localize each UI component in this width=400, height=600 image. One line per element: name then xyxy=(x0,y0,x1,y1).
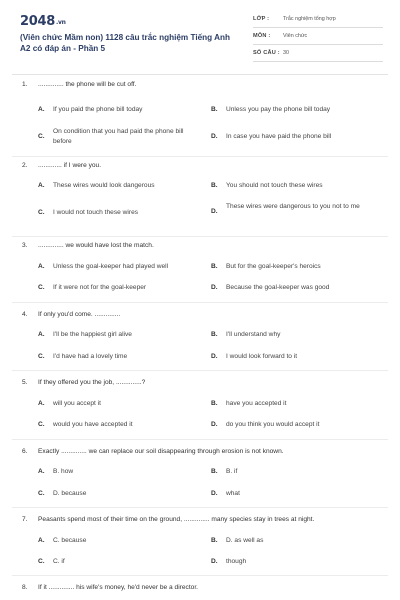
meta-count-row xyxy=(253,48,383,62)
question-stem xyxy=(22,516,382,523)
question-text: Exactly .............. we can replace our soil disappearing through erosion is not known. xyxy=(38,448,284,455)
question-stem xyxy=(22,242,382,249)
option-text: B. if xyxy=(226,468,238,475)
option-text: Unless you pay the phone bill today xyxy=(226,106,331,113)
meta-label: MÔN : xyxy=(253,33,271,39)
option-text: Because the goal-keeper was good xyxy=(226,284,330,291)
option-letter: C. xyxy=(38,421,45,428)
option-letter: B. xyxy=(211,468,218,475)
question-divider xyxy=(12,156,388,157)
option-letter: C. xyxy=(38,353,45,360)
header-divider xyxy=(12,74,388,75)
option-text: But for the goal-keeper's heroics xyxy=(226,263,321,270)
option-letter: A. xyxy=(38,106,45,113)
question-divider xyxy=(12,507,388,508)
option-letter: C. xyxy=(38,490,45,497)
option-text: In case you have paid the phone bill xyxy=(226,133,332,140)
option-text: do you think you would accept it xyxy=(226,421,320,428)
question-number: 4. xyxy=(22,311,28,318)
question-list xyxy=(0,76,400,600)
meta-label: LỚP : xyxy=(253,16,270,22)
option-letter: B. xyxy=(211,106,218,113)
question-stem xyxy=(22,311,382,318)
question-number: 7. xyxy=(22,516,28,523)
option-text: I'll be the happiest girl alive xyxy=(53,331,132,338)
question-number: 3. xyxy=(22,242,28,249)
question-stem xyxy=(22,448,382,455)
document-header xyxy=(0,0,400,74)
question-text: Peasants spend most of their time on the ground, .............. many species stay in trees at night. xyxy=(38,516,315,523)
option-text: If you paid the phone bill today xyxy=(53,106,143,113)
question-stem xyxy=(22,584,382,591)
option-text: D. because xyxy=(53,490,87,497)
option-text: You should not touch these wires xyxy=(226,182,323,189)
option-letter: B. xyxy=(211,331,218,338)
question-divider xyxy=(12,370,388,371)
question-stem xyxy=(22,162,382,169)
option-letter: D. xyxy=(211,133,218,140)
option-letter: D. xyxy=(211,353,218,360)
question-number: 8. xyxy=(22,584,28,591)
option-text: what xyxy=(226,490,240,497)
meta-class-row xyxy=(253,14,383,28)
question-text: .............. the phone will be cut off. xyxy=(38,81,137,88)
question-number: 1. xyxy=(22,81,28,88)
question-stem xyxy=(22,379,382,386)
question-divider xyxy=(12,236,388,237)
option-text: B. how xyxy=(53,468,74,475)
option-letter: A. xyxy=(38,537,45,544)
option-letter: D. xyxy=(211,558,218,565)
document-title: (Viên chức Mầm non) 1128 câu trắc nghiệm Tiếng Anh A2 có đáp án - Phần 5 xyxy=(20,33,231,53)
option-letter: A. xyxy=(38,182,45,189)
meta-label: SỐ CÂU : xyxy=(253,50,280,56)
option-text: have you accepted it xyxy=(226,400,287,407)
option-letter: A. xyxy=(38,400,45,407)
meta-subject-row xyxy=(253,31,383,45)
option-text: I would look forward to it xyxy=(226,353,298,360)
option-letter: C. xyxy=(38,284,45,291)
option-text: I would not touch these wires xyxy=(53,209,139,216)
question-stem xyxy=(22,81,382,88)
question-number: 2. xyxy=(22,162,28,169)
meta-value: 30 xyxy=(283,50,289,56)
option-text: will you accept it xyxy=(53,400,102,407)
question-divider xyxy=(12,575,388,576)
option-text: Unless the goal-keeper had played well xyxy=(53,263,169,270)
option-letter: D. xyxy=(211,208,218,215)
option-text: These wires would look dangerous xyxy=(53,182,155,189)
question-divider xyxy=(12,302,388,303)
question-number: 5. xyxy=(22,379,28,386)
option-letter: A. xyxy=(38,468,45,475)
question-text: If it .............. his wife's money, he'd never be a director. xyxy=(38,584,198,591)
option-letter: D. xyxy=(211,284,218,291)
option-letter: A. xyxy=(38,331,45,338)
meta-value: Viên chức xyxy=(283,33,308,39)
option-text: These wires were dangerous to you not to me xyxy=(226,203,360,210)
option-text: D. as well as xyxy=(226,537,264,544)
option-letter: B. xyxy=(211,400,218,407)
option-text: though xyxy=(226,558,247,565)
question-text: .............. we would have lost the match. xyxy=(38,242,154,249)
option-text: I'd have had a lovely time xyxy=(53,353,128,360)
document-meta xyxy=(253,14,383,65)
logo-text: 2048 xyxy=(20,14,55,29)
question-divider xyxy=(12,439,388,440)
option-text: I'll understand why xyxy=(226,331,281,338)
option-text: If it were not for the goal-keeper xyxy=(53,284,147,291)
site-logo[interactable] xyxy=(20,14,66,29)
option-letter: A. xyxy=(38,263,45,270)
option-letter: C. xyxy=(38,209,45,216)
option-text: C. because xyxy=(53,537,87,544)
option-letter: B. xyxy=(211,263,218,270)
question-text: If they offered you the job, ..............? xyxy=(38,379,146,386)
option-letter: B. xyxy=(211,182,218,189)
option-letter: B. xyxy=(211,537,218,544)
question-text: ............. if I were you. xyxy=(38,162,102,169)
option-letter: D. xyxy=(211,421,218,428)
option-letter: C. xyxy=(38,133,45,140)
option-text: would you have accepted it xyxy=(53,421,133,428)
meta-value: Trắc nghiệm tổng hợp xyxy=(283,16,336,22)
option-letter: D. xyxy=(211,490,218,497)
option-text: On condition that you had paid the phone bill before xyxy=(53,128,184,145)
option-text: C. if xyxy=(53,558,65,565)
question-text: If only you'd come. .............. xyxy=(38,311,121,318)
logo-suffix: .vn xyxy=(55,19,66,26)
option-letter: C. xyxy=(38,558,45,565)
question-number: 6. xyxy=(22,448,28,455)
